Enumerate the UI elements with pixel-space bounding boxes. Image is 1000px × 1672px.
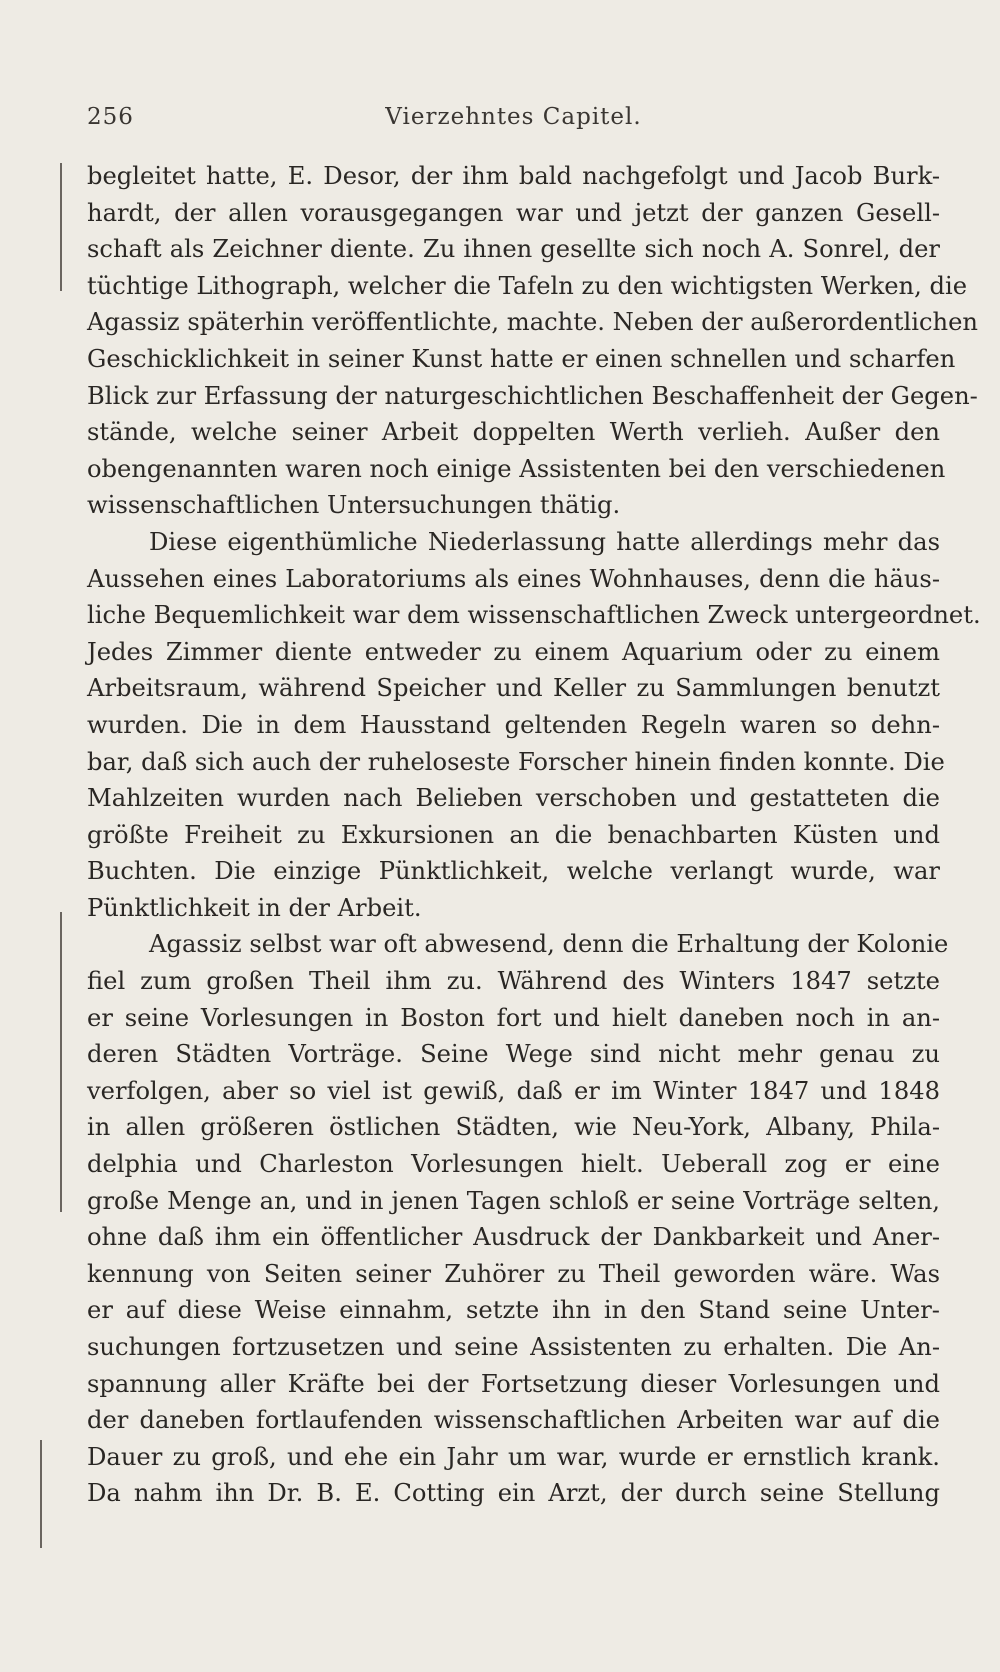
text-line: spannung aller Kräfte bei der Fortsetzung dieser Vorlesungen und [87, 1369, 940, 1398]
text-line: delphia und Charleston Vorlesungen hielt. Ueberall zog er eine [87, 1150, 940, 1179]
paragraph [87, 524, 981, 927]
text-line: fiel zum großen Theil ihm zu. Während des Winters 1847 setzte [87, 967, 940, 996]
running-head: Vierzehntes Capitel. [385, 104, 642, 130]
text-line: große Menge an, und in jenen Tagen schloß er seine Vorträge selten, [87, 1186, 940, 1215]
text-line: verfolgen, aber so viel ist gewiß, daß er im Winter 1847 und 1848 [87, 1076, 940, 1105]
text-line: wissenschaftlichen Untersuchungen thätig. [87, 491, 621, 520]
page-header [87, 104, 940, 144]
text-line: hardt, der allen vorausgegangen war und jetzt der ganzen Gesell- [87, 198, 940, 227]
text-line: Diese eigenthümliche Niederlassung hatte allerdings mehr das [149, 527, 940, 556]
body-text [87, 158, 981, 1512]
margin-pencil-mark [60, 163, 62, 291]
text-line: schaft als Zeichner diente. Zu ihnen gesellte sich noch A. Sonrel, der [87, 235, 940, 264]
text-line: größte Freiheit zu Exkursionen an die benachbarten Küsten und [87, 820, 940, 849]
text-line: deren Städten Vorträge. Seine Wege sind nicht mehr genau zu [87, 1040, 940, 1069]
text-line: Dauer zu groß, und ehe ein Jahr um war, wurde er ernstlich krank. [87, 1442, 940, 1471]
text-line: Aussehen eines Laboratoriums als eines Wohnhauses, denn die häus- [87, 564, 940, 593]
text-line: kennung von Seiten seiner Zuhörer zu Theil geworden wäre. Was [87, 1259, 940, 1288]
text-line: er auf diese Weise einnahm, setzte ihn in den Stand seine Unter- [87, 1296, 940, 1325]
text-line: Pünktlichkeit in der Arbeit. [87, 893, 422, 922]
text-line: suchungen fortzusetzen und seine Assistenten zu erhalten. Die An- [87, 1333, 940, 1361]
margin-pencil-mark [60, 912, 62, 1212]
text-line: Agassiz späterhin veröffentlichte, machte. Neben der außerordentlichen [87, 308, 978, 337]
text-line: liche Bequemlichkeit war dem wissenschaftlichen Zweck untergeordnet. [87, 601, 981, 630]
text-line: stände, welche seiner Arbeit doppelten Werth verlieh. Außer den [87, 418, 940, 447]
text-line: in allen größeren östlichen Städten, wie Neu-York, Albany, Phila- [87, 1113, 940, 1142]
text-line: er seine Vorlesungen in Boston fort und hielt daneben noch in an- [87, 1003, 940, 1032]
paragraph [87, 158, 978, 524]
margin-pencil-mark [40, 1440, 42, 1548]
text-line: bar, daß sich auch der ruheloseste Forscher hinein finden konnte. Die [87, 747, 945, 776]
text-line: Agassiz selbst war oft abwesend, denn die Erhaltung der Kolonie [149, 930, 949, 959]
text-line: der daneben fortlaufenden wissenschaftlichen Arbeiten war auf die [87, 1406, 940, 1435]
text-line: Da nahm ihn Dr. B. E. Cotting ein Arzt, der durch seine Stellung [87, 1479, 940, 1508]
text-line: Geschicklichkeit in seiner Kunst hatte er einen schnellen und scharfen [87, 344, 956, 373]
paragraph [87, 926, 949, 1512]
text-line: Jedes Zimmer diente entweder zu einem Aquarium oder zu einem [87, 637, 940, 666]
text-line: Buchten. Die einzige Pünktlichkeit, welche verlangt wurde, war [87, 857, 940, 886]
text-line: Arbeitsraum, während Speicher und Keller zu Sammlungen benutzt [87, 674, 940, 703]
text-line: obengenannten waren noch einige Assistenten bei den verschiedenen [87, 454, 946, 483]
text-line: Mahlzeiten wurden nach Belieben verschoben und gestatteten die [87, 784, 940, 813]
text-line: ohne daß ihm ein öffentlicher Ausdruck der Dankbarkeit und Aner- [87, 1223, 940, 1252]
text-line: tüchtige Lithograph, welcher die Tafeln zu den wichtigsten Werken, die [87, 271, 968, 300]
page-number: 256 [87, 104, 134, 130]
text-line: wurden. Die in dem Hausstand geltenden Regeln waren so dehn- [87, 710, 940, 739]
text-line: Blick zur Erfassung der naturgeschichtlichen Beschaffenheit der Gegen- [87, 381, 978, 410]
text-line: begleitet hatte, E. Desor, der ihm bald nachgefolgt und Jacob Burk- [87, 162, 940, 190]
